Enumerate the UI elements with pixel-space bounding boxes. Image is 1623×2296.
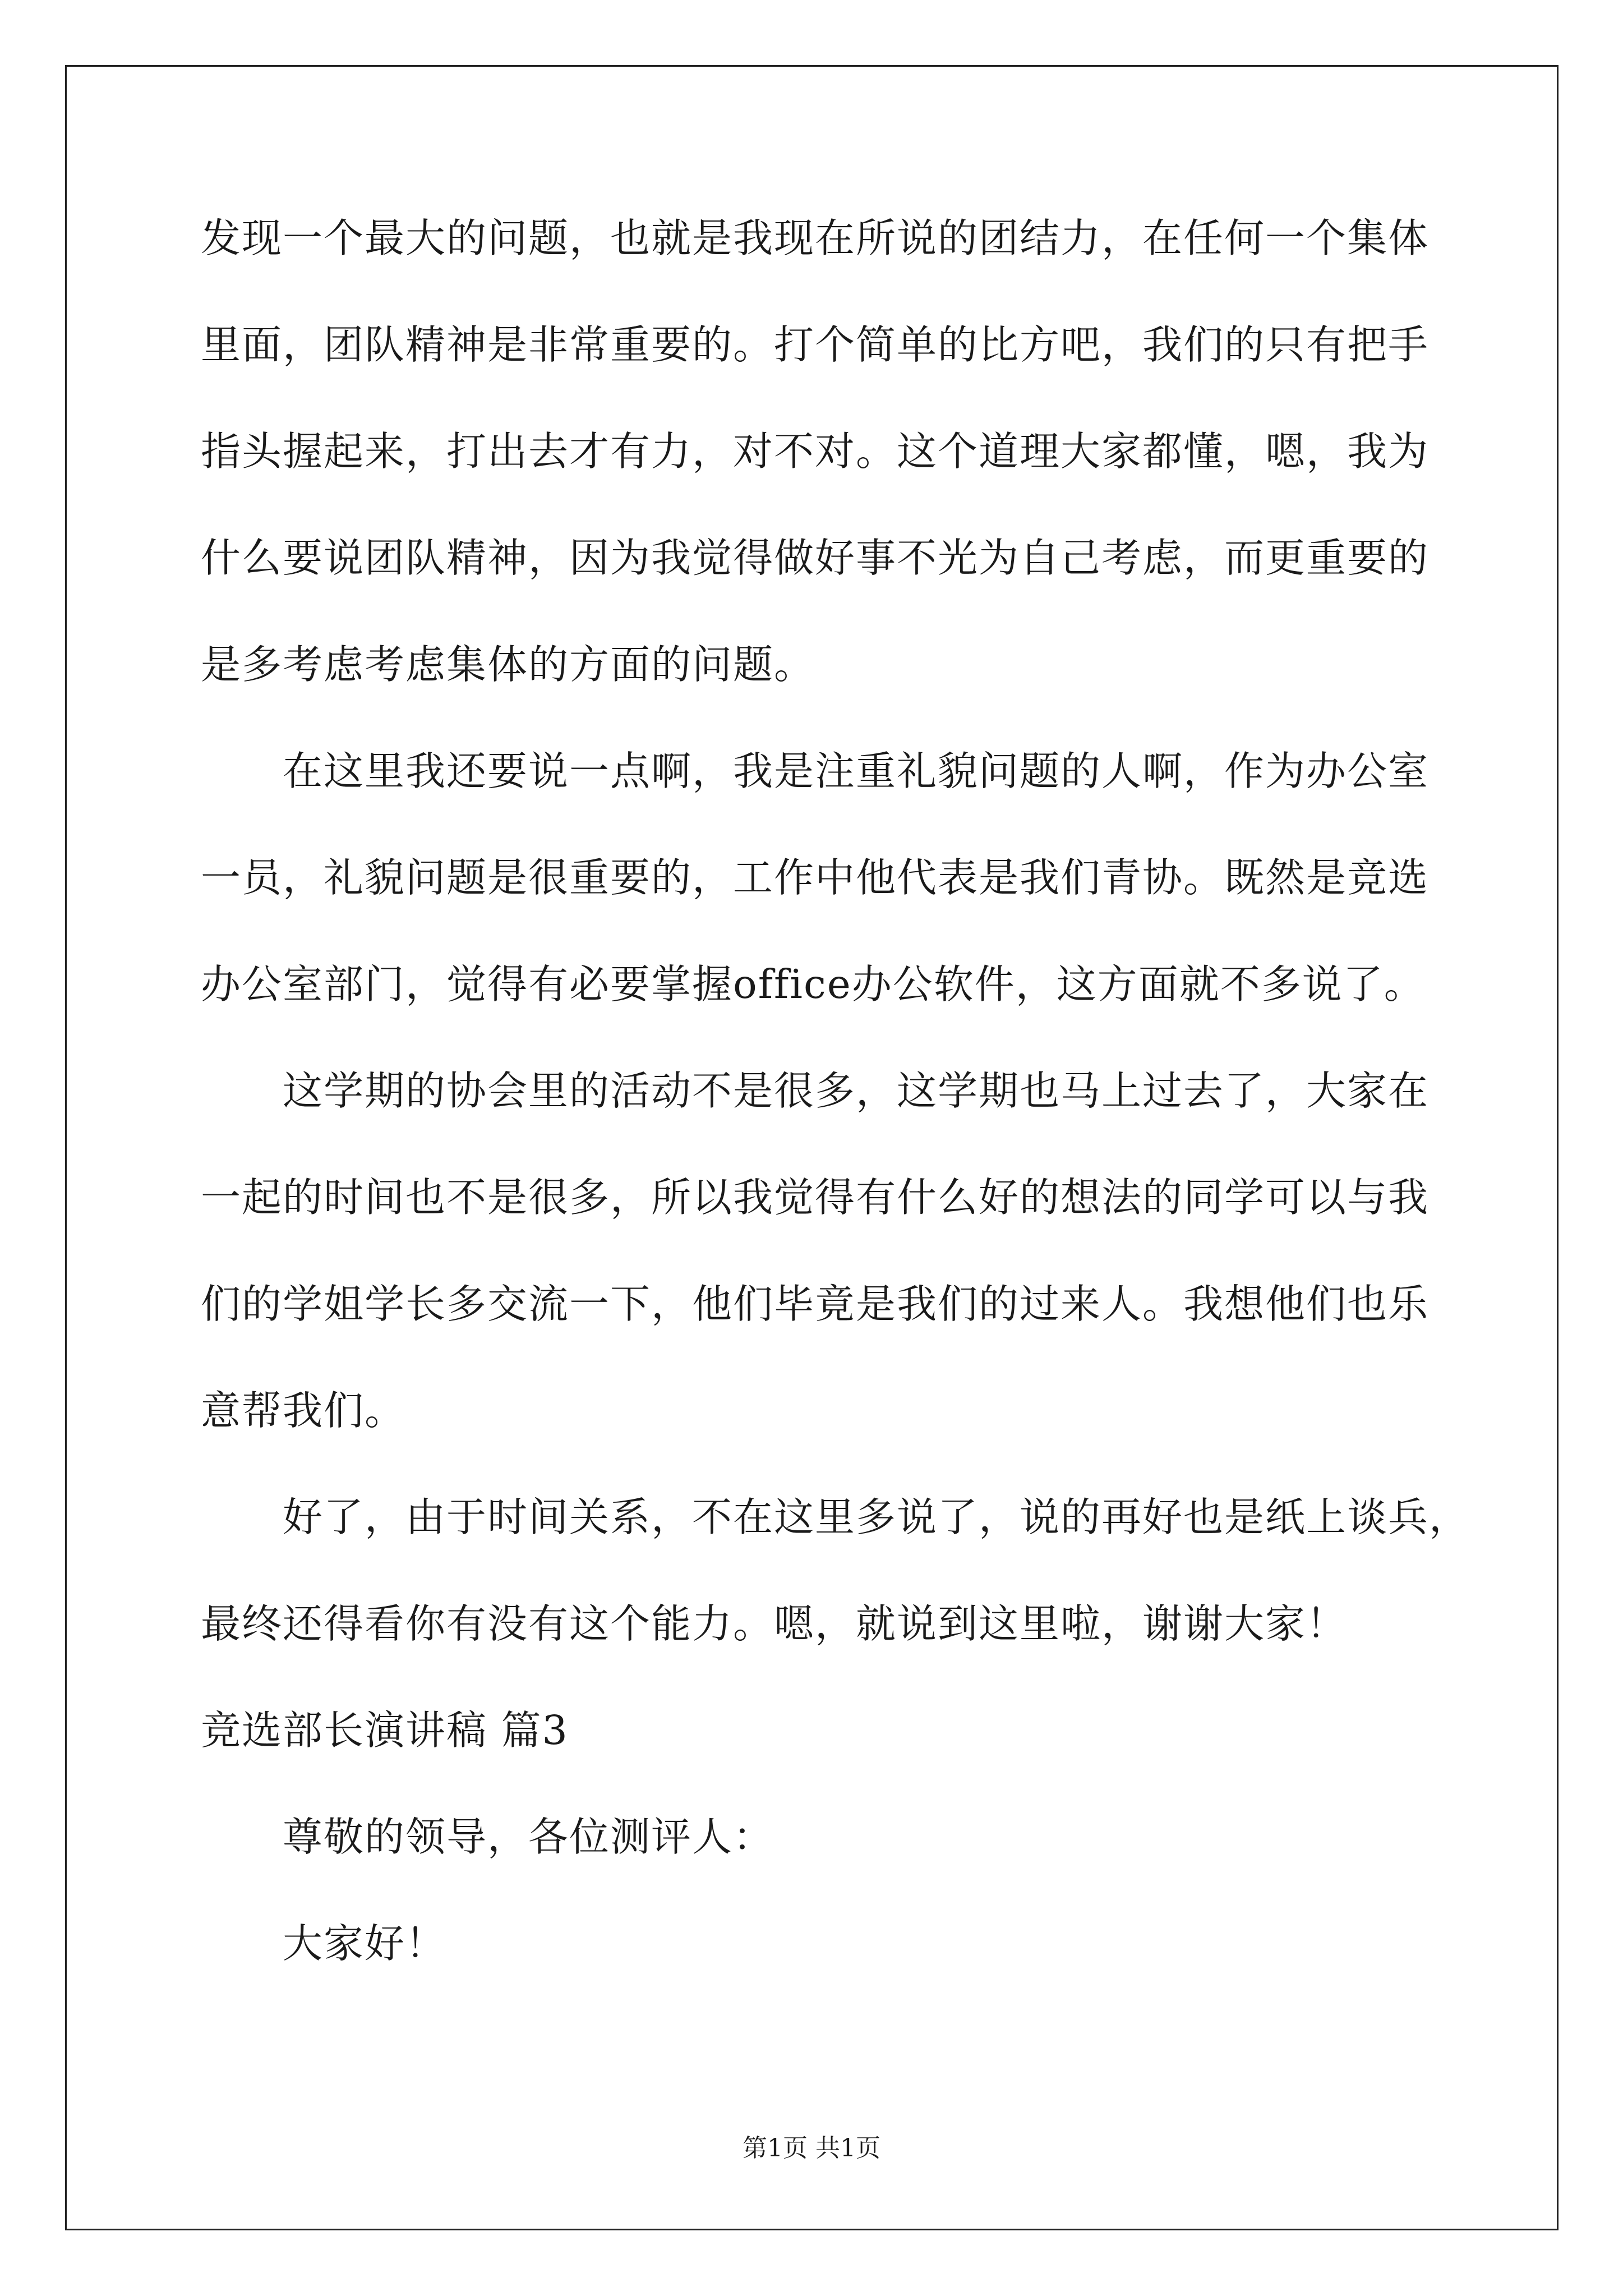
paragraph-line: 最终还得看你有没有这个能力。嗯，就说到这里啦，谢谢大家！ (201, 1600, 1348, 1647)
paragraph-line: 意帮我们。 (201, 1387, 406, 1434)
paragraph-line: 指头握起来，打出去才有力，对不对。这个道理大家都懂，嗯，我为 (201, 428, 1430, 475)
page-border (65, 65, 1559, 2230)
paragraph-line: 是多考虑考虑集体的方面的问题。 (201, 641, 815, 688)
greeting-line: 大家好！ (283, 1920, 447, 1967)
paragraph-line: 什么要说团队精神，因为我觉得做好事不光为自己考虑，而更重要的 (201, 535, 1430, 581)
paragraph-line: 这学期的协会里的活动不是很多，这学期也马上过去了，大家在 (283, 1068, 1430, 1114)
paragraph-line: 发现一个最大的问题，也就是我现在所说的团结力，在任何一个集体 (201, 215, 1430, 261)
paragraph-line: 一起的时间也不是很多，所以我觉得有什么好的想法的同学可以与我 (201, 1174, 1430, 1221)
paragraph-line: 一员，礼貌问题是很重要的，工作中他代表是我们青协。既然是竞选 (201, 854, 1430, 901)
paragraph-line: 好了，由于时间关系，不在这里多说了，说的再好也是纸上谈兵， (283, 1494, 1470, 1540)
salutation-line: 尊敬的领导，各位测评人： (283, 1814, 774, 1860)
page-footer: 第1页 共1页 (743, 2134, 880, 2162)
paragraph-line: 在这里我还要说一点啊，我是注重礼貌问题的人啊，作为办公室 (283, 748, 1430, 794)
paragraph-line: 办公室部门，觉得有必要掌握office办公软件，这方面就不多说了。 (201, 961, 1425, 1007)
section-heading: 竞选部长演讲稿 篇3 (201, 1707, 569, 1754)
paragraph-line: 里面，团队精神是非常重要的。打个简单的比方吧，我们的只有把手 (201, 321, 1430, 368)
paragraph-line: 们的学姐学长多交流一下，他们毕竟是我们的过来人。我想他们也乐 (201, 1281, 1430, 1327)
